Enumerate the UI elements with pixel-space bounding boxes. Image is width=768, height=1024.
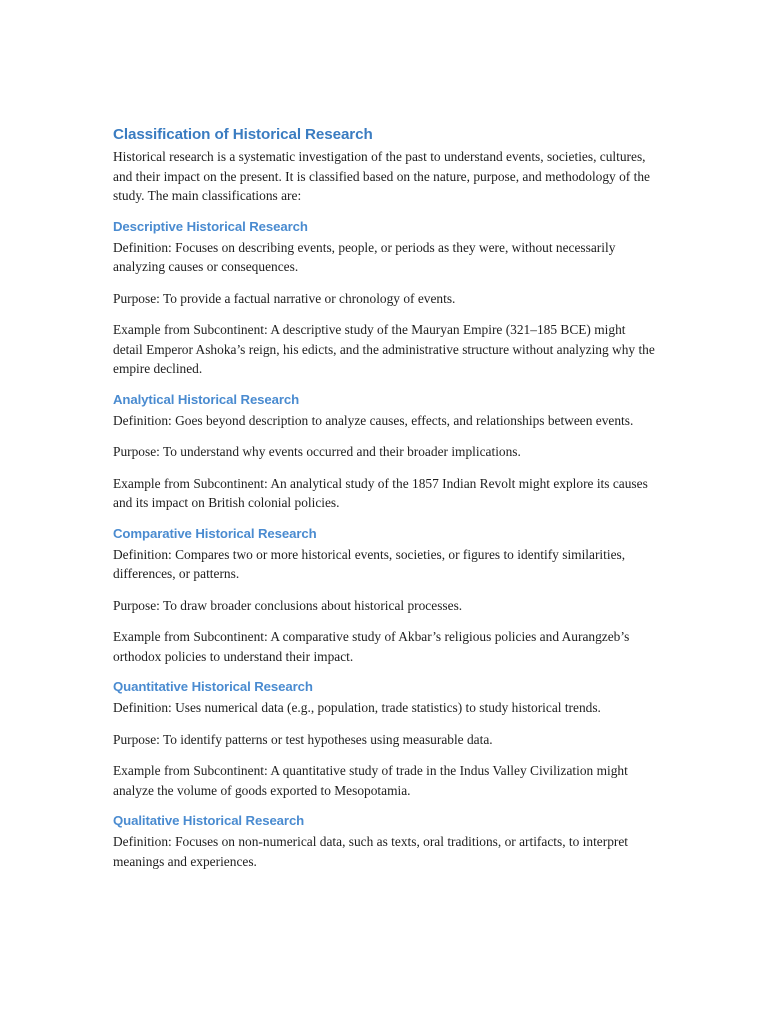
document-page bbox=[113, 125, 658, 883]
purpose-paragraph: Purpose: To provide a factual narrative or chronology of events. bbox=[113, 290, 456, 306]
example-paragraph: Example from Subcontinent: A comparative study of Akbar’s religious policies and Aurangzeb’s orthodox policies to understand their impact. bbox=[113, 629, 630, 664]
section-descriptive bbox=[113, 218, 658, 379]
definition-paragraph: Definition: Uses numerical data (e.g., population, trade statistics) to study historical trends. bbox=[113, 700, 601, 715]
section-heading: Comparative Historical Research bbox=[113, 525, 317, 541]
section-comparative bbox=[113, 525, 658, 667]
section-heading: Qualitative Historical Research bbox=[113, 813, 305, 828]
section-heading: Analytical Historical Research bbox=[113, 391, 300, 407]
example-paragraph: Example from Subcontinent: An analytical study of the 1857 Indian Revolt might explore its causes and its impact on British colonial policies. bbox=[113, 475, 648, 510]
definition-paragraph: Definition: Goes beyond description to analyze causes, effects, and relationships between events. bbox=[113, 412, 634, 428]
purpose-paragraph: Purpose: To draw broader conclusions about historical processes. bbox=[113, 597, 463, 613]
example-paragraph: Example from Subcontinent: A descriptive study of the Mauryan Empire (321–185 BCE) might detail Emperor Ashoka’s reign, his edicts, and the administrative structure without analyzing why the empire declined. bbox=[113, 322, 655, 376]
document-title: Classification of Historical Research bbox=[113, 126, 373, 143]
section-analytical bbox=[113, 391, 658, 513]
definition-paragraph: Definition: Compares two or more historical events, societies, or figures to identify similarities, differences, or patterns. bbox=[113, 546, 626, 581]
definition-paragraph: Definition: Focuses on non-numerical data, such as texts, oral traditions, or artifacts, to interpret meanings and experiences. bbox=[113, 834, 629, 869]
section-quantitative bbox=[113, 678, 658, 800]
purpose-paragraph: Purpose: To identify patterns or test hypotheses using measurable data. bbox=[113, 731, 493, 747]
definition-paragraph: Definition: Focuses on describing events, people, or periods as they were, without necessarily analyzing causes or consequences. bbox=[113, 239, 616, 274]
section-heading: Descriptive Historical Research bbox=[113, 218, 308, 234]
example-paragraph: Example from Subcontinent: A quantitative study of trade in the Indus Valley Civilization might analyze the volume of goods exported to Mesopotamia. bbox=[113, 763, 628, 798]
section-qualitative bbox=[113, 812, 658, 871]
section-heading: Quantitative Historical Research bbox=[113, 679, 313, 694]
intro-paragraph: Historical research is a systematic investigation of the past to understand events, societies, cultures, and their impact on the present. It is classified based on the nature, purpose, and methodology of the study. The main classifications are: bbox=[113, 149, 650, 203]
purpose-paragraph: Purpose: To understand why events occurred and their broader implications. bbox=[113, 444, 521, 459]
